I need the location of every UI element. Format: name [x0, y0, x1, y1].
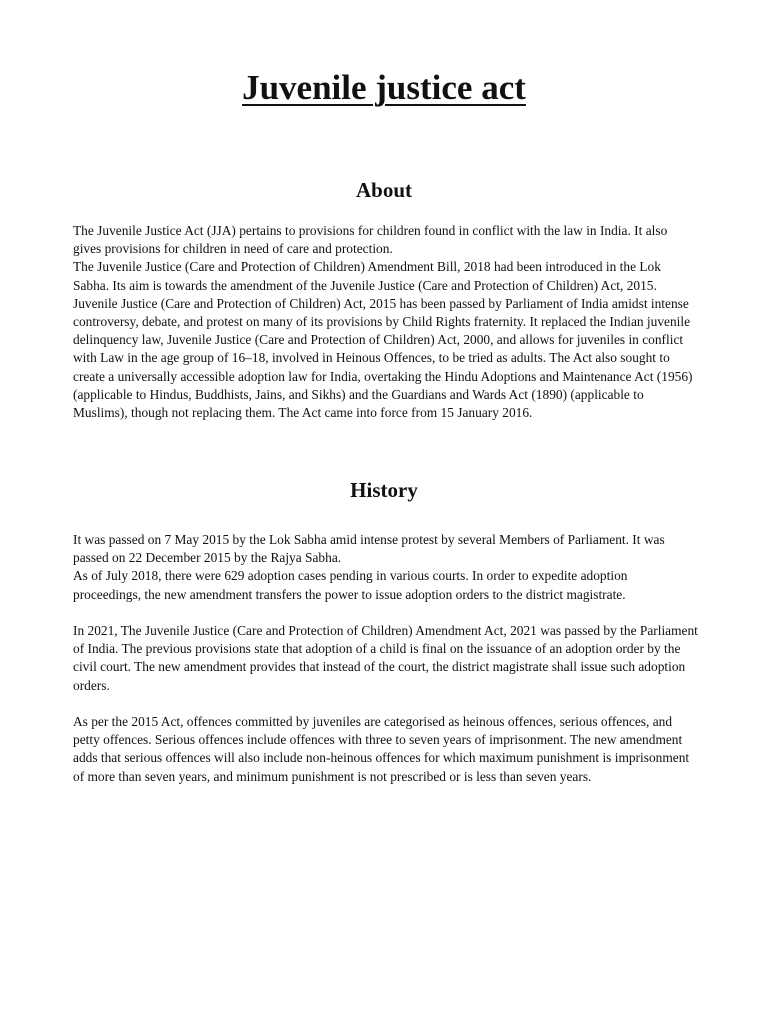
paragraph-spacer: [73, 695, 698, 713]
about-section-body: [73, 222, 698, 422]
history-paragraph: It was passed on 7 May 2015 by the Lok Sabha amid intense protest by several Members of Parliament. It was passed on 22 December 2015 by the Rajya Sabha.: [73, 532, 665, 566]
document-title: [0, 66, 768, 110]
history-paragraph: As per the 2015 Act, offences committed by juveniles are categorised as heinous offences, serious offences, and petty offences. Serious offences include offences with three to seven years of imprisonment. The new amendment adds that serious offences will also include non-heinous offences for which maximum punishment is imprisonment of more than seven years, and minimum punishment is not prescribed or is less than seven years.: [73, 714, 690, 784]
history-paragraph: As of July 2018, there were 629 adoption cases pending in various courts. In order to expedite adoption proceedings, the new amendment transfers the power to issue adoption orders to the district magistrate.: [73, 568, 628, 602]
history-heading: History: [350, 478, 418, 502]
about-heading: About: [355, 178, 413, 202]
about-paragraph: Juvenile Justice (Care and Protection of Children) Act, 2015 has been passed by Parliament of India amidst intense controversy, debate, and protest on many of its provisions by Child Rights fraternity. It replaced the Indian juvenile delinquency law, Juvenile Justice (Care and Protection of Children) Act, 2000, and allows for juveniles in conflict with Law in the age group of 16–18, involved in Heinous Offences, to be tried as adults. The Act also sought to create a universally accessible adoption law for India, overtaking the Hindu Adoptions and Maintenance Act (1956) (applicable to Hindus, Buddhists, Jains, and Sikhs) and the Guardians and Wards Act (1890) (applicable to Muslims), though not replacing them. The Act came into force from 15 January 2016.: [73, 295, 693, 421]
about-paragraph: The Juvenile Justice (Care and Protection of Children) Amendment Bill, 2018 had been introduced in the Lok Sabha. Its aim is towards the amendment of the Juvenile Justice (Care and Protection of Children) Act, 2015.: [73, 259, 661, 293]
history-section-body: [73, 531, 698, 786]
about-paragraph: The Juvenile Justice Act (JJA) pertains to provisions for children found in conflict with the law in India. It also gives provisions for children in need of care and protection.: [73, 223, 668, 257]
paragraph-spacer: [73, 604, 698, 622]
document-title-text: Juvenile justice act: [242, 68, 526, 107]
history-paragraph: In 2021, The Juvenile Justice (Care and Protection of Children) Amendment Act, 2021 was passed by the Parliament of India. The previous provisions state that adoption of a child is final on the issuance of an adoption order by the civil court. The new amendment provides that instead of the court, the district magistrate shall issue such adoption orders.: [73, 623, 698, 693]
